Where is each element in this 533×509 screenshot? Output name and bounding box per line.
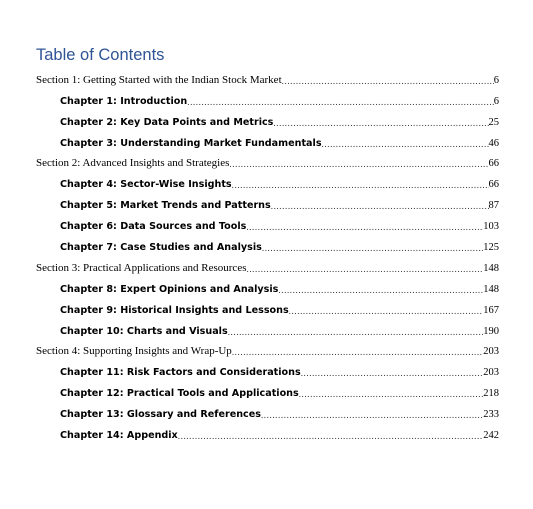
toc-dot-leader (262, 243, 483, 254)
toc-page-number: 242 (483, 430, 499, 442)
toc-dot-leader (232, 180, 489, 191)
toc-page-number: 87 (488, 200, 499, 212)
toc-entry-label: Chapter 2: Key Data Points and Metrics (60, 116, 274, 128)
toc-chapter-entry[interactable] (36, 129, 499, 150)
toc-chapter-entry[interactable] (36, 379, 499, 400)
toc-section-entry[interactable] (36, 150, 499, 171)
toc-entry-label: Section 2: Advanced Insights and Strategies (36, 157, 230, 170)
toc-chapter-entry[interactable] (36, 275, 499, 296)
toc-section-entry[interactable] (36, 338, 499, 359)
toc-entry-label: Chapter 7: Case Studies and Analysis (60, 242, 262, 254)
toc-page-number: 103 (483, 221, 499, 233)
toc-dot-leader (232, 347, 483, 358)
toc-chapter-entry[interactable] (36, 421, 499, 442)
toc-page-number: 167 (483, 304, 499, 316)
toc-dot-leader (273, 118, 488, 129)
toc-chapter-entry[interactable] (36, 170, 499, 191)
toc-page-number: 148 (483, 283, 499, 295)
toc-entry-label: Section 3: Practical Applications and Resources (36, 261, 247, 274)
toc-entry-label: Chapter 1: Introduction (60, 95, 188, 107)
toc-chapter-entry[interactable] (36, 87, 499, 108)
toc-entry-label: Chapter 3: Understanding Market Fundamentals (60, 137, 322, 149)
toc-page-number: 46 (488, 137, 499, 149)
toc-dot-leader (246, 222, 483, 233)
toc-entry-label: Chapter 6: Data Sources and Tools (60, 221, 247, 233)
toc-dot-leader (228, 327, 484, 338)
toc-dot-leader (282, 76, 494, 87)
toc-page-number: 233 (483, 409, 499, 421)
toc-entry-label: Chapter 14: Appendix (60, 430, 178, 442)
toc-chapter-entry[interactable] (36, 296, 499, 317)
toc-chapter-entry[interactable] (36, 400, 499, 421)
toc-chapter-entry[interactable] (36, 108, 499, 129)
toc-page-number: 125 (483, 242, 499, 254)
toc-entry-label: Chapter 4: Sector-Wise Insights (60, 179, 232, 191)
toc-dot-leader (271, 201, 489, 212)
toc-list (36, 66, 499, 442)
toc-chapter-entry[interactable] (36, 233, 499, 254)
toc-section-entry[interactable] (36, 66, 499, 87)
toc-chapter-entry[interactable] (36, 317, 499, 338)
toc-entry-label: Chapter 8: Expert Opinions and Analysis (60, 283, 279, 295)
toc-dot-leader (278, 285, 483, 296)
toc-dot-leader (322, 139, 489, 150)
toc-entry-label: Chapter 5: Market Trends and Patterns (60, 200, 271, 212)
toc-entry-label: Chapter 12: Practical Tools and Applications (60, 388, 299, 400)
toc-dot-leader (301, 368, 484, 379)
toc-entry-label: Section 4: Supporting Insights and Wrap-Up (36, 345, 232, 358)
toc-page-number: 218 (483, 388, 499, 400)
toc-page-number: 66 (488, 158, 499, 170)
toc-dot-leader (289, 306, 484, 317)
toc-page-number: 66 (488, 179, 499, 191)
toc-entry-label: Section 1: Getting Started with the Indian Stock Market (36, 73, 282, 86)
toc-entry-label: Chapter 11: Risk Factors and Considerations (60, 367, 301, 379)
toc-chapter-entry[interactable] (36, 191, 499, 212)
toc-dot-leader (261, 410, 483, 421)
toc-dot-leader (229, 159, 488, 170)
toc-page-number: 203 (483, 367, 499, 379)
toc-page-number: 190 (483, 325, 499, 337)
toc-dot-leader (178, 431, 484, 442)
toc-page-number: 148 (483, 262, 499, 274)
toc-page-number: 203 (483, 346, 499, 358)
toc-section-entry[interactable] (36, 254, 499, 275)
toc-dot-leader (187, 97, 494, 108)
toc-page-number: 25 (488, 116, 499, 128)
toc-dot-leader (299, 389, 484, 400)
toc-title: Table of Contents (36, 46, 165, 64)
toc-dot-leader (246, 264, 483, 275)
toc-chapter-entry[interactable] (36, 358, 499, 379)
toc-entry-label: Chapter 13: Glossary and References (60, 409, 261, 421)
toc-chapter-entry[interactable] (36, 212, 499, 233)
toc-page-number: 6 (493, 74, 499, 86)
toc-entry-label: Chapter 9: Historical Insights and Lessons (60, 304, 289, 316)
toc-page-number: 6 (493, 95, 499, 107)
toc-entry-label: Chapter 10: Charts and Visuals (60, 325, 228, 337)
